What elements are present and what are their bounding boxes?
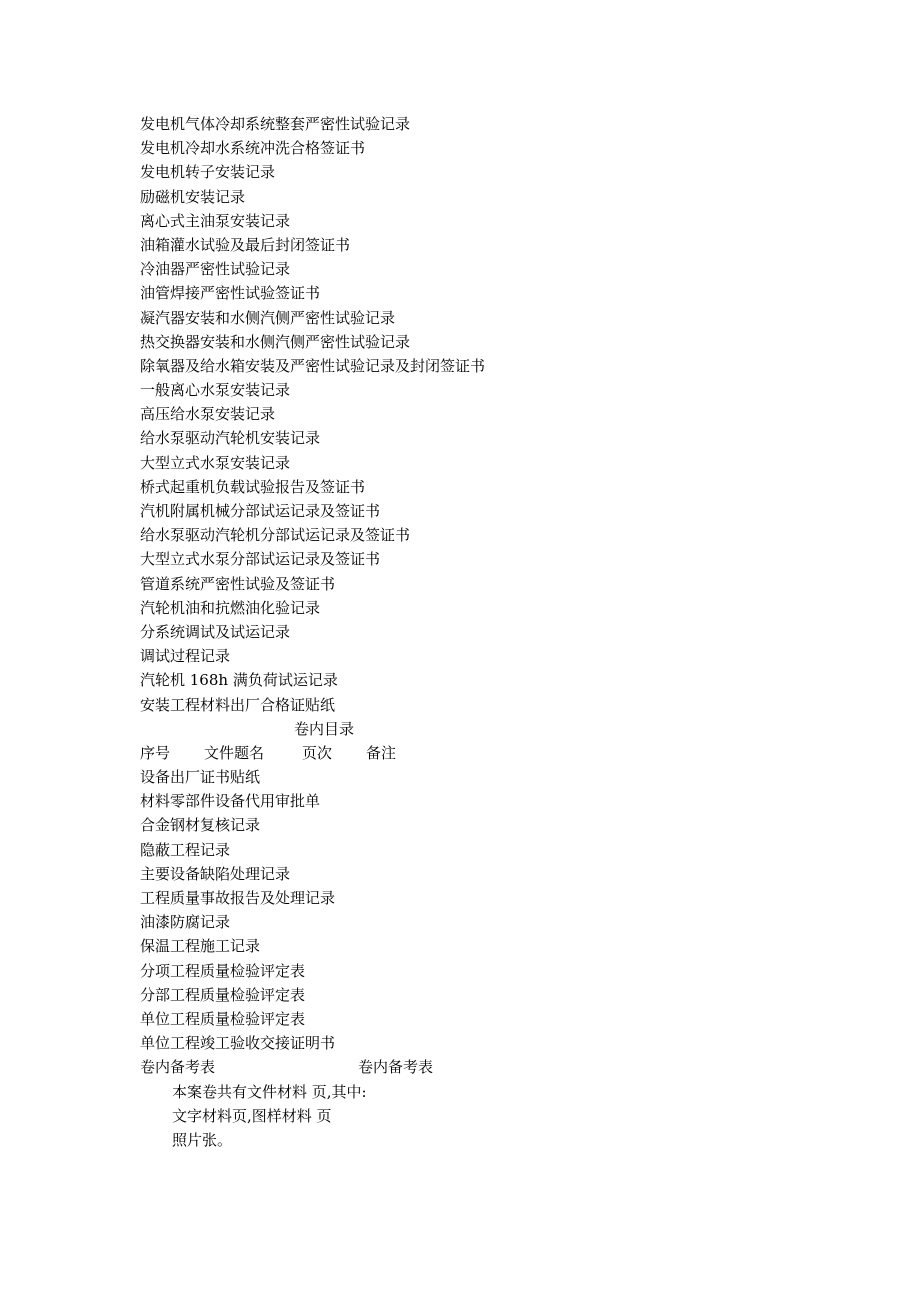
- header-seq: 序号: [140, 743, 171, 762]
- catalog-item: 单位工程质量检验评定表: [140, 1009, 306, 1028]
- remarks-line: 文字材料页,图样材料 页: [172, 1106, 332, 1125]
- remarks-line: 照片张。: [172, 1130, 233, 1149]
- record-item: 大型立式水泵安装记录: [140, 453, 291, 472]
- record-item: 油箱灌水试验及最后封闭签证书: [140, 235, 351, 254]
- catalog-list: [140, 765, 840, 1055]
- record-item: 管道系统严密性试验及签证书: [140, 574, 336, 593]
- record-item: 汽机附属机械分部试运记录及签证书: [140, 502, 381, 520]
- record-item: 发电机转子安装记录: [140, 163, 276, 182]
- remarks-title-row: [140, 1055, 840, 1079]
- catalog-item: 工程质量事故报告及处理记录: [140, 889, 336, 907]
- record-item: 高压给水泵安装记录: [140, 405, 276, 424]
- catalog-item: 保温工程施工记录: [140, 937, 261, 956]
- catalog-item: 分项工程质量检验评定表: [140, 961, 306, 980]
- record-item: 热交换器安装和水侧汽侧严密性试验记录: [140, 332, 411, 351]
- catalog-item: 油漆防腐记录: [140, 913, 231, 932]
- header-name: 文件题名: [204, 743, 265, 762]
- catalog-item: 分部工程质量检验评定表: [140, 985, 306, 1004]
- record-item: 桥式起重机负载试验报告及签证书: [140, 477, 366, 496]
- catalog-item: 单位工程竣工验收交接证明书: [140, 1034, 336, 1053]
- record-item: 给水泵驱动汽轮机安装记录: [140, 429, 321, 448]
- record-item: 调试过程记录: [140, 647, 231, 666]
- remarks-line: 本案卷共有文件材料 页,其中:: [172, 1082, 367, 1101]
- record-item: 冷油器严密性试验记录: [140, 260, 291, 279]
- record-item: 安装工程材料出厂合格证贴纸: [140, 695, 336, 714]
- header-page: 页次: [302, 743, 333, 762]
- record-item: 分系统调试及试运记录: [140, 622, 291, 641]
- catalog-item: 材料零部件设备代用审批单: [140, 792, 321, 811]
- record-item: 大型立式水泵分部试运记录及签证书: [140, 550, 381, 569]
- catalog-header-row: [140, 741, 840, 765]
- catalog-item: 合金钢材复核记录: [140, 816, 261, 835]
- record-item: 一般离心水泵安装记录: [140, 381, 291, 400]
- document-body: [140, 112, 840, 1152]
- remarks-title-left: 卷内备考表: [140, 1058, 216, 1077]
- catalog-title: 卷内目录: [294, 719, 355, 738]
- remarks-title-right: 卷内备考表: [358, 1058, 434, 1077]
- catalog-item: 主要设备缺陷处理记录: [140, 864, 291, 883]
- records-list: [140, 112, 840, 717]
- record-item: 发电机气体冷却系统整套严密性试验记录: [140, 115, 411, 133]
- remarks-body: [140, 1080, 840, 1153]
- record-item: 发电机冷却水系统冲洗合格签证书: [140, 139, 366, 158]
- record-item: 给水泵驱动汽轮机分部试运记录及签证书: [140, 526, 411, 545]
- record-item: 励磁机安装记录: [140, 187, 246, 206]
- record-item: 汽轮机 168h 满负荷试运记录: [140, 671, 338, 690]
- header-note: 备注: [366, 743, 397, 762]
- record-item: 凝汽器安装和水侧汽侧严密性试验记录: [140, 308, 396, 327]
- catalog-item: 设备出厂证书贴纸: [140, 768, 261, 787]
- record-item: 油管焊接严密性试验签证书: [140, 284, 321, 303]
- record-item: 除氧器及给水箱安装及严密性试验记录及封闭签证书: [140, 356, 486, 375]
- record-item: 汽轮机油和抗燃油化验记录: [140, 598, 321, 617]
- record-item: 离心式主油泵安装记录: [140, 211, 291, 230]
- catalog-item: 隐蔽工程记录: [140, 840, 231, 859]
